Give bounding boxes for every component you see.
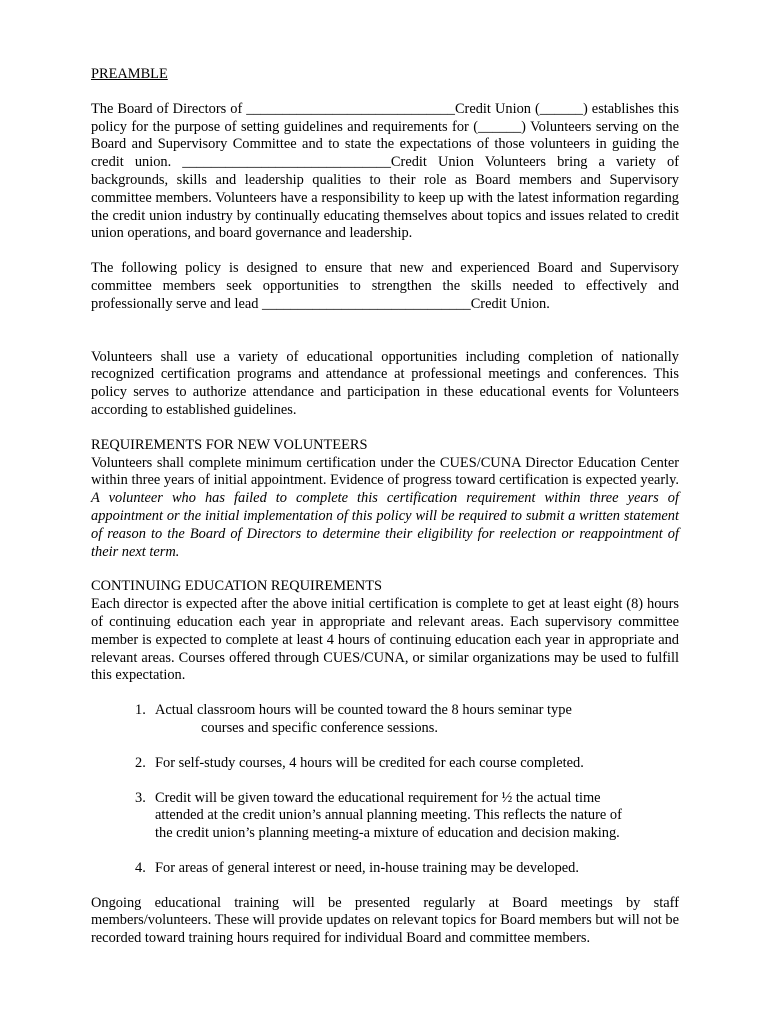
preamble-heading: PREAMBLE <box>91 66 168 82</box>
new-volunteers-italic-text: A volunteer who has failed to complete this certification requirement within three years of appointment or the initial implementation of this policy will be required to submit a written statement of reason to the Board of Directors to determine their eligibility for reelection or reappointment of their next term. <box>91 490 679 560</box>
list-item-text: Credit will be given toward the educational requirement for ½ the actual time attended at the credit union’s annual planning meeting. This reflects the nature of the credit union’s planning meeting-a mixture of education and decision making. <box>155 789 622 842</box>
list-item-number: 1. <box>135 702 146 719</box>
preamble-paragraph-1: The Board of Directors of _____________________________Credit Union (______) establishes this policy for the purpose of setting guidelines and requirements for (______) Volunteers serving on the Board and Supervisory Committee and to state the expectations of those volunteers in guiding the credit union. _____________________________Credit Union Volunteers bring a variety of backgrounds, skills and leadership qualities to their role as Board members and Supervisory committee members. Volunteers have a responsibility to keep up with the latest information regarding the credit union industry by continually educating themselves about topics and issues related to credit union operations, and board governance and leadership. <box>91 100 679 242</box>
list-item-text-line-2: courses and specific conference sessions. <box>201 719 438 736</box>
new-volunteers-paragraph <box>91 455 679 562</box>
new-volunteers-text: Volunteers shall complete minimum certification under the CUES/CUNA Director Education Center within three years of initial appointment. Evidence of progress toward certification is expected yearly. <box>91 454 679 489</box>
document-body <box>91 66 679 948</box>
continuing-education-heading: CONTINUING EDUCATION REQUIREMENTS <box>91 578 382 595</box>
list-item-number: 4. <box>135 859 146 876</box>
list-item <box>91 860 635 878</box>
new-volunteers-heading: REQUIREMENTS FOR NEW VOLUNTEERS <box>91 436 368 453</box>
continuing-education-paragraph: Each director is expected after the above initial certification is complete to get at least eight (8) hours of continuing education each year in appropriate and relevant areas. Each supervisory committee member is expected to complete at least 4 hours of continuing education each year in appropriate and relevant areas. Courses offered through CUES/CUNA, or similar organizations may be used to fulfill this expectation. <box>91 596 679 684</box>
list-item-text: For self-study courses, 4 hours will be credited for each course completed. <box>155 754 584 771</box>
credit-rules-list <box>91 702 679 878</box>
list-item-number: 2. <box>135 754 146 771</box>
closing-paragraph: Ongoing educational training will be presented regularly at Board meetings by staff members/volunteers. These will provide updates on relevant topics for Board members but will not be recorded toward training hours required for individual Board and committee members. <box>91 894 679 947</box>
list-item-number: 3. <box>135 789 146 806</box>
preamble-paragraph-2: The following policy is designed to ensure that new and experienced Board and Supervisory committee members seek opportunities to strengthen the skills needed to effectively and professionally serve and lead _____________________________Credit Union. <box>91 260 679 312</box>
list-item-text: For areas of general interest or need, in-house training may be developed. <box>155 859 579 876</box>
list-item-text-line-1: Actual classroom hours will be counted toward the 8 hours seminar type <box>155 702 572 719</box>
list-item <box>91 790 625 843</box>
volunteers-paragraph: Volunteers shall use a variety of educational opportunities including completion of nationally recognized certification programs and attendance at professional meetings and conferences. This policy serves to authorize attendance and participation in these educational events for Volunteers according to established guidelines. <box>91 348 679 418</box>
list-item <box>91 755 635 773</box>
list-item <box>91 702 635 738</box>
